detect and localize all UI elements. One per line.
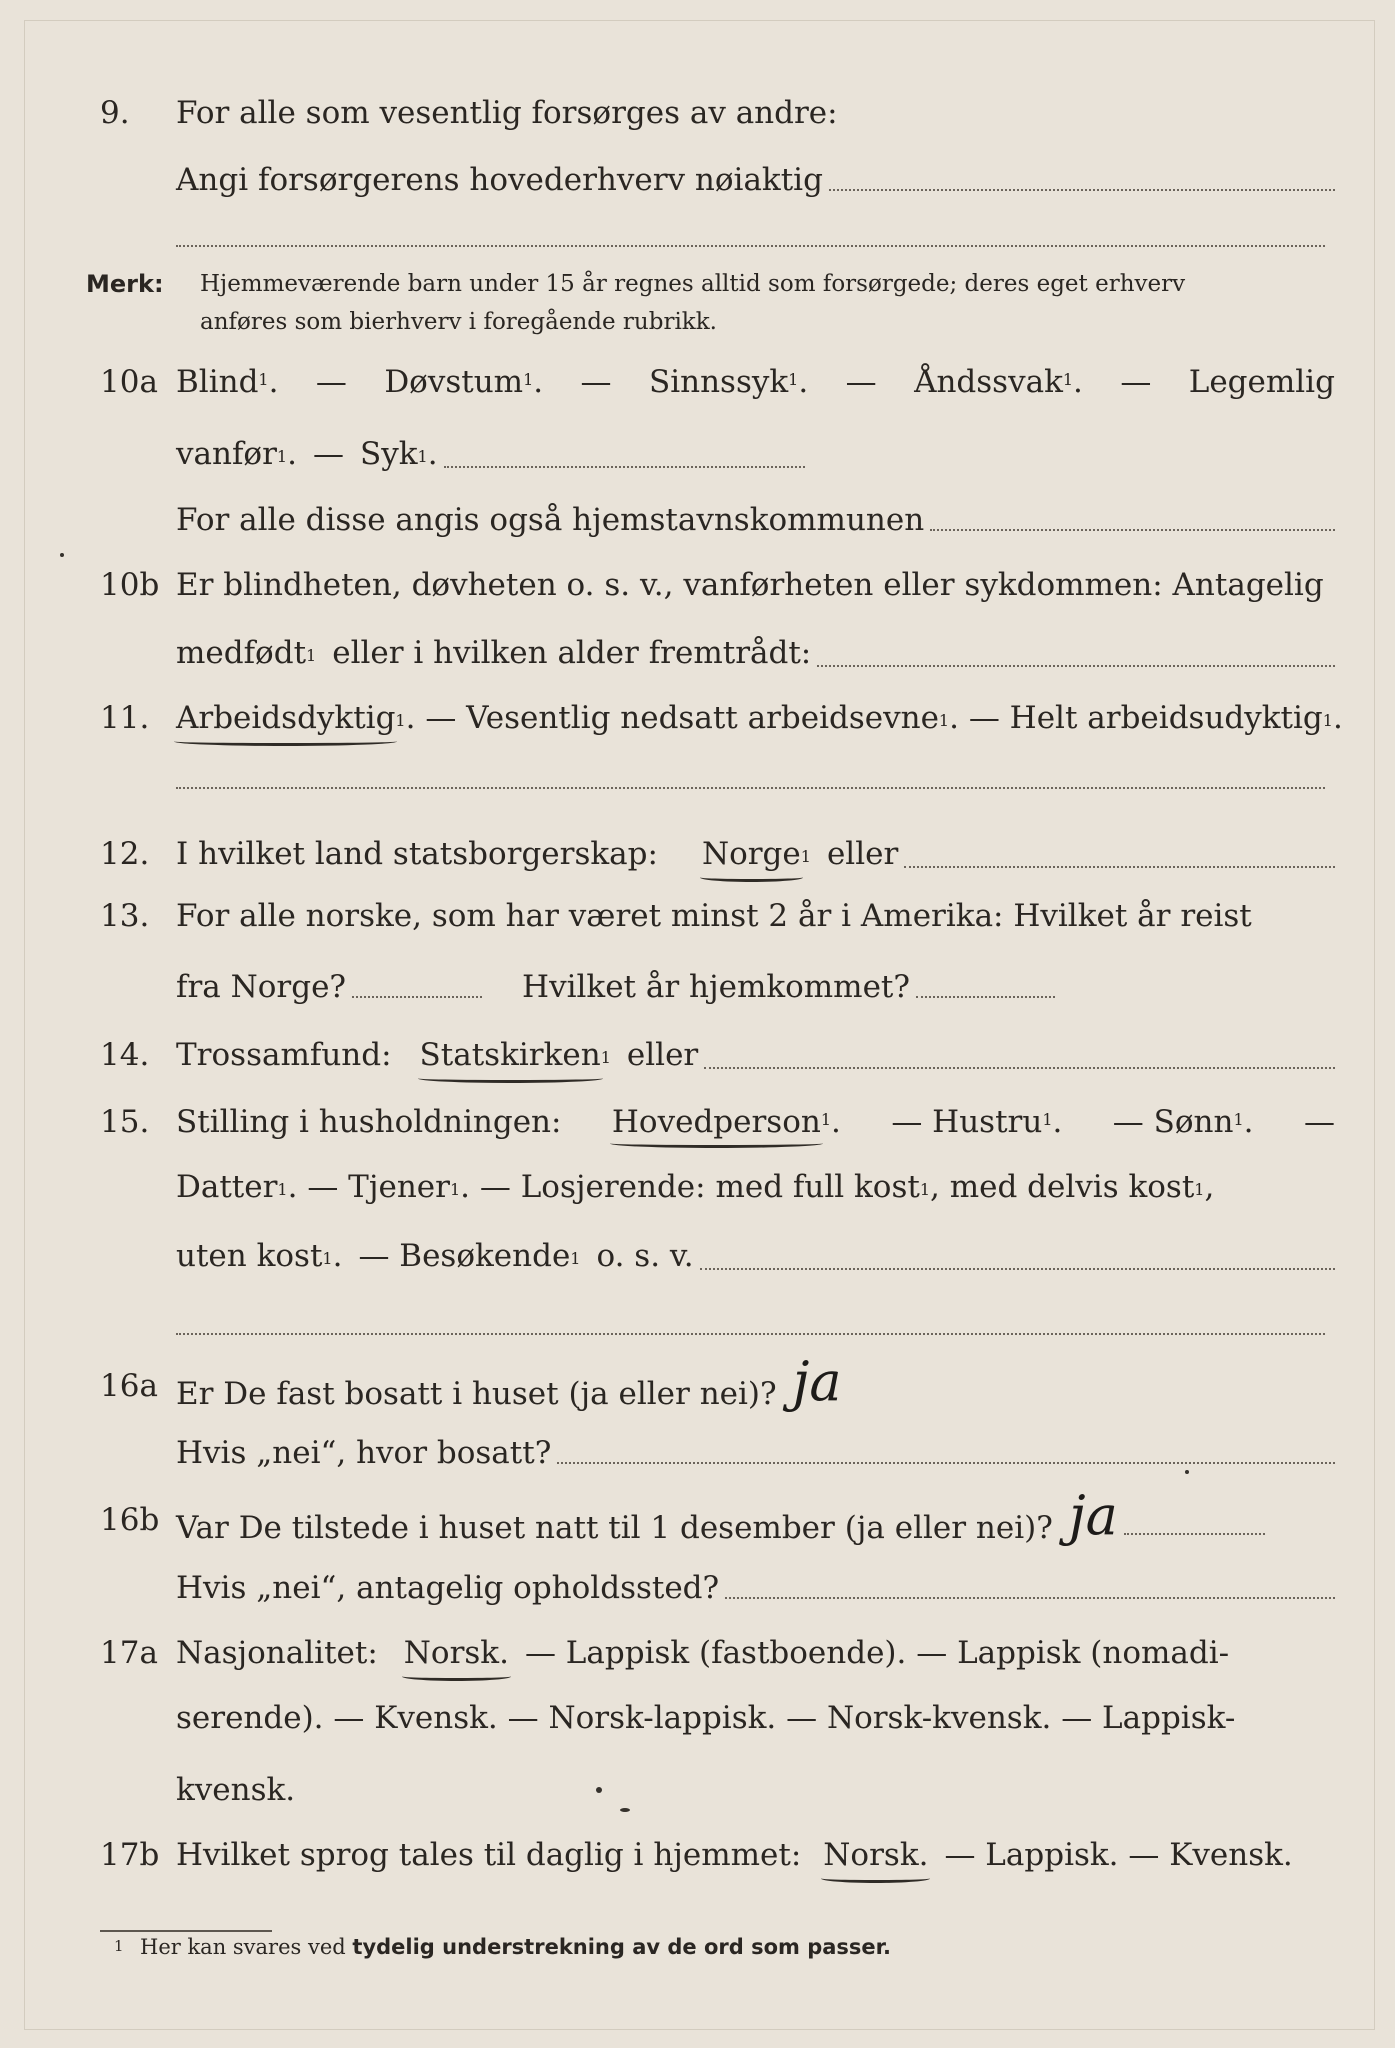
census-form-page: 9. For alle som vesentlig forsørges av andre: Angi forsørgerens hovederhverv nøiaktig Merk: Hjemmeværende barn under 15 år regnes alltid som forsørgede; deres eget erhverv anføres som bierhverv i foregående rubrikk. 10a Blind$^1$. — Døvstum$^1$. — Sinnssyk$^1$. — Åndssvak$^1$. — Legemlig vanfør $^1$ . — Syk $^1$ . For alle disse angis også hjemstavnskommunen 10b Er blindheten, døvheten o. s. v., vanførheten eller sykdommen: Antagelig medfødt $^1$ eller i hvilken alder fremtrådt: 11. Arbeidsdyktig $^1$ . — Vesentlig nedsatt arbeidsevne $^1$ . — Helt arbeidsudyktig $^1$ . 12. I hvilket land statsborgerskap: Norge $^1$ eller 13. For alle norske, som har været minst 2 år i Amerika: Hvilket år reist fra Norge? Hvilket år hjemkommet? 14. Trossamfund: Statskirken $^1$ eller 15. Stilling i husholdningen: Hovedperson$^1$. — Hustru$^1$. — Sønn$^1$. — Datter $^1$ . — Tjener $^1$ . — Losjerende: med full kost $^1$ , med delvis kost $^1$ , uten kost $^1$ . — Besøkende $^1$ o. s. v. 16a Er De fast bosatt i huset (ja eller nei)? ja Hvis „nei“, hvor bosatt? 16b Var De tilstede i huset natt til 1 desember (ja eller nei)? ja Hvis „nei“, antagelig opholdssted? 17a Nasjonalitet: Norsk. — Lappisk (fastboende). — Lappisk (nomadi- serende). — Kvensk. — Norsk-lappisk. — Norsk-kvensk. — Lappisk- kvensk. 17b Hvilket sprog tales til daglig i hjemmet: Norsk. — Lappisk. — Kvensk. 1 Her kan svares ved tydelig understrekning av de ord som passer. xyxy=(0,0,1395,2048)
ink-speck xyxy=(596,1787,602,1793)
footnote-rule xyxy=(100,1930,272,1932)
ink-speck xyxy=(620,1808,630,1812)
answer-blank-line[interactable] xyxy=(176,245,1325,247)
handwritten-answer: ja xyxy=(1068,1484,1118,1547)
answer-blank[interactable] xyxy=(700,1268,1335,1270)
answer-blank-line[interactable] xyxy=(176,1333,1325,1335)
handwritten-answer: ja xyxy=(792,1350,842,1413)
underlined-answer: Norsk. xyxy=(403,1635,509,1671)
answer-blank[interactable] xyxy=(444,466,805,468)
answer-blank[interactable] xyxy=(817,665,1335,667)
answer-blank-line[interactable] xyxy=(176,787,1325,789)
note-label: Merk: xyxy=(86,270,164,298)
underlined-answer: Statskirken xyxy=(419,1037,601,1073)
answer-blank[interactable] xyxy=(930,529,1335,531)
answer-blank[interactable] xyxy=(1124,1533,1265,1535)
answer-blank[interactable] xyxy=(352,996,482,998)
footnote: 1 Her kan svares ved tydelig understrekning av de ord som passer. xyxy=(114,1935,892,1959)
answer-blank[interactable] xyxy=(916,996,1055,998)
ink-speck xyxy=(1185,1470,1189,1474)
underlined-answer: Norge xyxy=(701,836,801,872)
answer-blank[interactable] xyxy=(829,189,1335,191)
answer-blank[interactable] xyxy=(725,1597,1335,1599)
answer-blank[interactable] xyxy=(557,1462,1335,1464)
ink-speck xyxy=(60,553,64,557)
underlined-answer: Norsk. xyxy=(823,1837,929,1873)
answer-blank[interactable] xyxy=(704,1067,1335,1069)
underlined-answer: Hovedperson xyxy=(611,1104,821,1140)
question-number: 9. xyxy=(100,95,130,131)
underlined-answer: Arbeidsdyktig xyxy=(176,700,396,736)
answer-blank[interactable] xyxy=(904,866,1335,868)
